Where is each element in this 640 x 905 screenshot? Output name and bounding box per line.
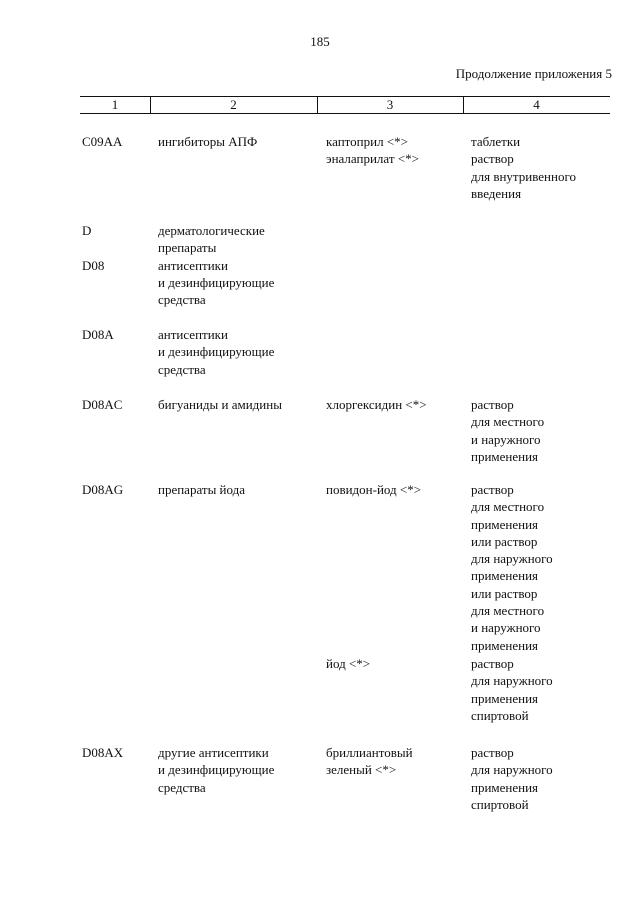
column-header-2: 2 — [230, 97, 237, 112]
drug-name-cell-line: повидон-йод <*> — [326, 482, 422, 497]
dosage-form-cell — [471, 396, 544, 465]
group-name-cell-line: бигуаниды и амидины — [158, 397, 282, 412]
dosage-form-cell-line: и наружного — [471, 620, 541, 636]
page-number: 185 — [310, 34, 330, 49]
dosage-form-cell-line: для наружного — [471, 551, 553, 567]
drug-name-cell — [326, 655, 370, 672]
drug-name-cell-line: хлоргексидин <*> — [326, 397, 427, 412]
dosage-form-cell-line: или раствор — [471, 533, 538, 549]
dosage-form-cell-line: для наружного — [471, 762, 553, 778]
dosage-form-cell-line: раствор — [471, 482, 514, 497]
dosage-form-cell-line: или раствор — [471, 585, 538, 601]
atc-code-cell-line: D08A — [82, 327, 114, 342]
group-name-cell — [158, 744, 274, 796]
atc-code-cell — [82, 396, 122, 413]
atc-code-cell — [82, 326, 114, 343]
column-header-4: 4 — [533, 97, 540, 112]
drug-name-cell — [326, 481, 421, 498]
drug-name-cell — [326, 744, 413, 779]
atc-code-cell-line: D — [82, 223, 92, 238]
drug-name-cell-line: бриллиантовый — [326, 745, 413, 760]
column-header-1: 1 — [111, 97, 119, 112]
group-name-cell — [158, 222, 274, 308]
group-name-cell-line: и дезинфицирующие — [158, 762, 275, 778]
atc-code-cell-line: D08AC — [82, 397, 123, 412]
group-name-cell — [158, 481, 245, 498]
drug-name-cell — [326, 396, 427, 413]
group-name-cell-line: антисептики — [158, 257, 228, 273]
dosage-form-cell-line: применения — [471, 637, 539, 653]
atc-code-cell — [82, 744, 123, 761]
dosage-form-cell-line: и наружного — [471, 431, 541, 447]
dosage-form-cell-line: применения — [471, 690, 539, 706]
dosage-form-cell-line: раствор — [471, 397, 514, 412]
drug-name-cell — [326, 133, 419, 168]
dosage-form-cell-line: введения — [471, 185, 522, 201]
dosage-form-cell — [471, 655, 553, 724]
dosage-form-cell-line: для местного — [471, 499, 545, 515]
atc-code-cell-line: D08AX — [82, 745, 124, 760]
group-name-cell-line: препараты йода — [158, 482, 246, 497]
group-name-cell-line: и дезинфицирующие — [158, 344, 275, 360]
group-name-cell-line: средства — [158, 292, 206, 308]
dosage-form-cell-line: применения — [471, 568, 539, 584]
dosage-form-cell-line: для местного — [471, 603, 545, 619]
dosage-form-cell — [471, 481, 553, 654]
group-name-cell-line: и дезинфицирующие — [158, 274, 275, 290]
group-name-cell-line: средства — [158, 779, 206, 795]
drug-name-cell-line: эналаприлат <*> — [326, 151, 419, 167]
dosage-form-cell-line: для местного — [471, 414, 545, 430]
appendix-continuation-note: Продолжение приложения 5 — [455, 66, 612, 81]
column-header-3: 3 — [386, 97, 394, 112]
atc-code-cell-line: D08AG — [82, 482, 124, 497]
group-name-cell — [158, 396, 282, 413]
group-name-cell-line: другие антисептики — [158, 745, 269, 760]
dosage-form-cell — [471, 744, 553, 813]
group-name-cell — [158, 326, 274, 378]
atc-code-cell-line: D08 — [82, 257, 105, 273]
group-name-cell-line: дерматологические — [158, 223, 265, 238]
dosage-form-cell-line: раствор — [471, 656, 514, 671]
dosage-form-cell-line: применения — [471, 448, 539, 464]
group-name-cell-line: средства — [158, 361, 206, 377]
dosage-form-cell-line: для внутривенного — [471, 168, 576, 184]
dosage-form-cell-line: таблетки — [471, 134, 521, 149]
dosage-form-cell-line: для наружного — [471, 673, 553, 689]
group-name-cell-line: препараты — [158, 240, 217, 256]
atc-code-cell-line — [82, 239, 104, 256]
drug-name-cell-line: каптоприл <*> — [326, 134, 408, 149]
atc-code-cell — [82, 133, 122, 150]
dosage-form-cell-line: раствор — [471, 745, 514, 760]
dosage-form-cell — [471, 133, 576, 202]
atc-code-cell — [82, 481, 123, 498]
table-header — [80, 96, 610, 114]
dosage-form-cell-line: применения — [471, 779, 539, 795]
group-name-cell-line: ингибиторы АПФ — [158, 134, 258, 149]
dosage-form-cell-line: спиртовой — [471, 707, 529, 723]
drug-name-cell-line: зеленый <*> — [326, 762, 397, 778]
drug-name-cell-line: йод <*> — [326, 656, 371, 671]
atc-code-cell-line: C09AA — [82, 134, 123, 149]
dosage-form-cell-line: применения — [471, 516, 539, 532]
dosage-form-cell-line: раствор — [471, 151, 514, 167]
group-name-cell-line: антисептики — [158, 327, 228, 342]
atc-code-cell — [82, 222, 104, 274]
dosage-form-cell-line: спиртовой — [471, 796, 529, 812]
group-name-cell — [158, 133, 257, 150]
